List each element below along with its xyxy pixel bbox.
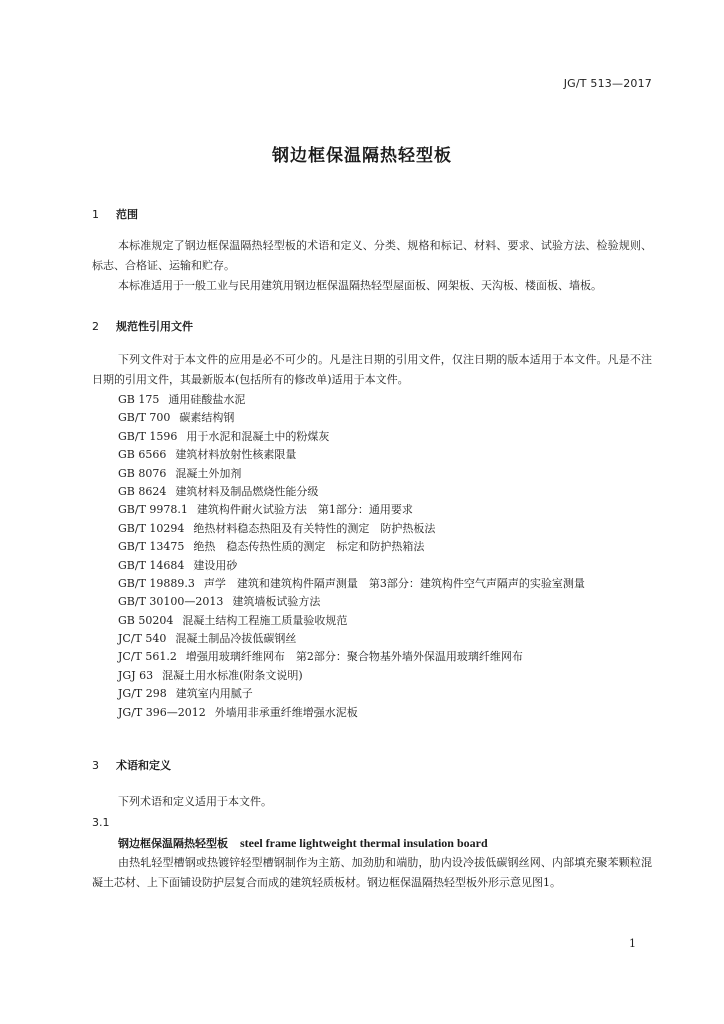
- reference-item: [118, 630, 585, 648]
- reference-item: [118, 648, 585, 666]
- reference-code: GB 6566: [118, 448, 167, 462]
- reference-title: 混凝土结构工程施工质量验收规范: [182, 613, 348, 627]
- reference-code: GB 175: [118, 393, 160, 406]
- reference-title: 混凝土用水标准(附条文说明): [162, 668, 303, 682]
- reference-title: 声学 建筑和建筑构件隔声测量 第3部分：建筑构件空气声隔声的实验室测量: [203, 576, 585, 590]
- section-1-heading: [92, 206, 138, 222]
- reference-code: GB/T 9978.1: [118, 503, 188, 517]
- term-chinese: 钢边框保温隔热轻型板: [118, 837, 228, 850]
- reference-item: [118, 667, 585, 685]
- reference-code: GB/T 10294: [118, 521, 185, 535]
- reference-item: [118, 593, 585, 611]
- section-2-heading: [92, 318, 193, 334]
- reference-title: 建设用砂: [193, 558, 238, 572]
- reference-item: [118, 520, 585, 538]
- reference-code: GB/T 19889.3: [118, 576, 195, 590]
- reference-title: 通用硅酸盐水泥: [168, 393, 246, 406]
- reference-code: GB 8076: [118, 466, 167, 480]
- reference-code: GB/T 1596: [118, 429, 178, 443]
- reference-code: JC/T 540: [118, 632, 167, 646]
- standard-code: JG/T 513—2017: [563, 77, 652, 90]
- reference-code: JC/T 561.2: [118, 650, 177, 664]
- term-english: steel frame lightweight thermal insulation board: [240, 836, 488, 850]
- reference-code: GB/T 700: [118, 411, 171, 425]
- reference-item: [118, 575, 585, 593]
- reference-item: [118, 557, 585, 575]
- reference-code: JG/T 298: [118, 687, 167, 701]
- reference-item: [118, 538, 585, 556]
- reference-title: 建筑材料放射性核素限量: [175, 448, 297, 462]
- section-1-title: 范围: [116, 208, 138, 221]
- reference-item: [118, 685, 585, 703]
- reference-item: [118, 391, 585, 409]
- reference-title: 碳素结构钢: [179, 411, 235, 425]
- reference-code: GB/T 14684: [118, 558, 185, 572]
- section-2-title: 规范性引用文件: [116, 320, 193, 333]
- reference-title: 绝热材料稳态热阻及有关特性的测定 防护热板法: [193, 521, 436, 535]
- section-2-number: 2: [92, 320, 99, 333]
- normative-reference-list: [118, 391, 585, 722]
- reference-title: 建筑构件耐火试验方法 第1部分：通用要求: [196, 503, 413, 517]
- reference-item: [118, 446, 585, 464]
- section-1-paragraph-2: 本标准适用于一般工业与民用建筑用钢边框保温隔热轻型屋面板、网架板、天沟板、楼面板、墙板。: [118, 279, 602, 292]
- term-definition: 由热轧轻型槽钢或热镀锌轻型槽钢制作为主筋、加劲肋和端肋，肋内设冷拔低碳钢丝网、内部填充聚苯颗粒混凝土芯材、上下面铺设防护层复合而成的建筑轻质板材。钢边框保温隔热轻型板外形示意见图1。: [92, 856, 652, 889]
- reference-item: [118, 409, 585, 427]
- reference-item: [118, 612, 585, 630]
- section-1-number: 1: [92, 208, 99, 221]
- section-3-intro: 下列术语和定义适用于本文件。: [118, 795, 272, 808]
- reference-code: JG/T 396—2012: [118, 705, 206, 719]
- reference-title: 增强用玻璃纤维网布 第2部分：聚合物基外墙外保温用玻璃纤维网布: [185, 650, 523, 664]
- reference-item: [118, 704, 585, 722]
- reference-code: JGJ 63: [118, 668, 154, 682]
- section-3-title: 术语和定义: [116, 759, 171, 772]
- reference-title: 建筑室内用腻子: [175, 687, 253, 701]
- term-entry: [118, 835, 488, 851]
- reference-title: 用于水泥和混凝土中的粉煤灰: [186, 429, 330, 443]
- reference-title: 外墙用非承重纤维增强水泥板: [214, 705, 358, 719]
- clause-number: 3.1: [92, 816, 110, 829]
- section-3-heading: [92, 757, 171, 773]
- reference-code: GB 8624: [118, 484, 167, 498]
- section-1-paragraph-1: 本标准规定了钢边框保温隔热轻型板的术语和定义、分类、规格和标记、材料、要求、试验方法、检验规则、标志、合格证、运输和贮存。: [92, 239, 652, 272]
- document-title: 钢边框保温隔热轻型板: [272, 146, 452, 166]
- reference-title: 建筑墙板试验方法: [232, 595, 321, 609]
- reference-code: GB 50204: [118, 613, 174, 627]
- reference-item: [118, 428, 585, 446]
- reference-code: GB/T 30100—2013: [118, 595, 224, 609]
- reference-code: GB/T 13475: [118, 540, 185, 554]
- section-2-intro: 下列文件对于本文件的应用是必不可少的。凡是注日期的引用文件，仅注日期的版本适用于本文件。凡是不注日期的引用文件，其最新版本(包括所有的修改单)适用于本文件。: [92, 353, 652, 386]
- reference-title: 绝热 稳态传热性质的测定 标定和防护热箱法: [193, 540, 425, 554]
- reference-item: [118, 483, 585, 501]
- reference-title: 混凝土制品冷拔低碳钢丝: [175, 632, 297, 646]
- reference-title: 混凝土外加剂: [175, 466, 242, 480]
- reference-title: 建筑材料及制品燃烧性能分级: [175, 484, 319, 498]
- section-3-number: 3: [92, 759, 99, 772]
- reference-item: [118, 501, 585, 519]
- page-number: 1: [629, 937, 636, 950]
- reference-item: [118, 465, 585, 483]
